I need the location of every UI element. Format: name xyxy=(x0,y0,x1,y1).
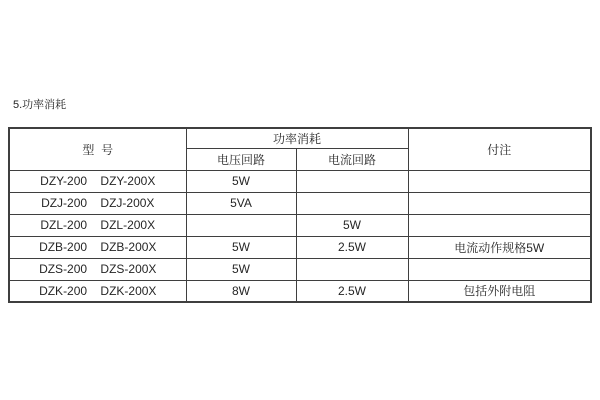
header-note: 付注 xyxy=(408,128,591,170)
note-cell: 包括外附电阻 xyxy=(408,280,591,302)
power-consumption-table xyxy=(8,127,592,303)
model-cell: DZL-200 DZL-200X xyxy=(9,214,186,236)
current-circuit-cell xyxy=(296,170,408,192)
header-voltage-circuit: 电压回路 xyxy=(186,148,296,170)
header-power-consumption: 功率消耗 xyxy=(186,128,408,148)
voltage-circuit-cell: 5VA xyxy=(186,192,296,214)
table-row xyxy=(9,236,591,258)
note-cell xyxy=(408,214,591,236)
note-cell: 电流动作规格5W xyxy=(408,236,591,258)
current-circuit-cell xyxy=(296,258,408,280)
table-row xyxy=(9,258,591,280)
current-circuit-cell: 2.5W xyxy=(296,236,408,258)
current-circuit-cell xyxy=(296,192,408,214)
model-cell: DZK-200 DZK-200X xyxy=(9,280,186,302)
table-row xyxy=(9,280,591,302)
note-cell xyxy=(408,170,591,192)
voltage-circuit-cell xyxy=(186,214,296,236)
table-row xyxy=(9,170,591,192)
current-circuit-cell: 2.5W xyxy=(296,280,408,302)
model-cell: DZB-200 DZB-200X xyxy=(9,236,186,258)
table-row xyxy=(9,214,591,236)
voltage-circuit-cell: 5W xyxy=(186,236,296,258)
note-cell xyxy=(408,258,591,280)
current-circuit-cell: 5W xyxy=(296,214,408,236)
model-cell: DZS-200 DZS-200X xyxy=(9,258,186,280)
header-model: 型 号 xyxy=(9,128,186,170)
note-cell xyxy=(408,192,591,214)
header-current-circuit: 电流回路 xyxy=(296,148,408,170)
model-cell: DZY-200 DZY-200X xyxy=(9,170,186,192)
model-cell: DZJ-200 DZJ-200X xyxy=(9,192,186,214)
voltage-circuit-cell: 5W xyxy=(186,170,296,192)
voltage-circuit-cell: 8W xyxy=(186,280,296,302)
header-row-top xyxy=(9,128,591,148)
table-row xyxy=(9,192,591,214)
section-title: 5.功率消耗 xyxy=(13,99,67,111)
voltage-circuit-cell: 5W xyxy=(186,258,296,280)
